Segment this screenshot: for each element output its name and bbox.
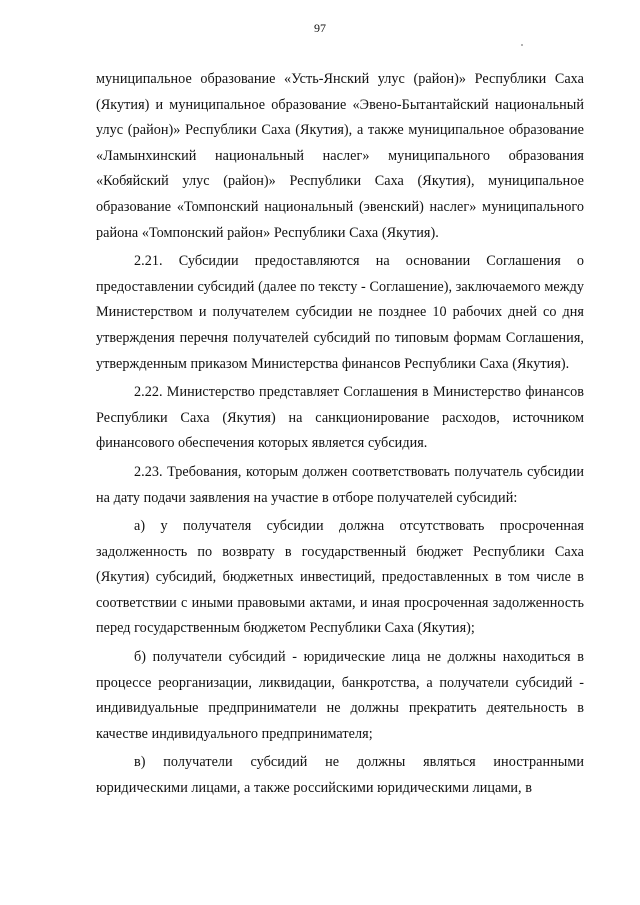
document-body [96,67,584,802]
paragraph-2-22: 2.22. Министерство представляет Соглашения в Министерство финансов Республики Саха (Якутия) на санкционирование расходов, источником финансового обеспечения которых является субсидия. [96,384,584,452]
paragraph-municipal-list: муниципальное образование «Усть-Янский улус (район)» Республики Саха (Якутия) и муниципальное образование «Эвено-Бытантайский национальный улус (район)» Республики Саха (Якутия), а также муниципальное образование «Ламынхинский национальный наслег» муниципального образования «Кобяйский улус (район)» Республики Саха (Якутия), муниципальное образование «Томпонский национальный (эвенский) наслег» муниципального района «Томпонский район» Республики Саха (Якутия). [96,71,584,241]
scan-speck [521,44,523,46]
paragraph-2-23: 2.23. Требования, которым должен соответствовать получатель субсидии на дату подачи заявления на участие в отборе получателей субсидий: [96,463,584,506]
paragraph-item-v: в) получатели субсидий не должны являться иностранными юридическими лицами, а также российскими юридическими лицами, в [96,754,584,797]
paragraph-item-b: б) получатели субсидий - юридические лица не должны находиться в процессе реорганизации, ликвидации, банкротства, а получатели субсидий - индивидуальные предприниматели не должны прекратить деятельность в качестве индивидуального предпринимателя; [96,649,584,742]
paragraph-item-a: а) у получателя субсидии должна отсутствовать просроченная задолженность по возврату в государственный бюджет Республики Саха (Якутия) субсидий, бюджетных инвестиций, предоставленных в том числе в соответствии с иными правовыми актами, и иная просроченная задолженность перед государственным бюджетом Республики Саха (Якутия); [96,518,584,637]
paragraph-2-21: 2.21. Субсидии предоставляются на основании Соглашения о предоставлении субсидий (далее по тексту - Соглашение), заключаемого между Министерством и получателем субсидии не позднее 10 рабочих дней со дня утверждения перечня получателей субсидий по типовым формам Соглашения, утвержденным приказом Министерства финансов Республики Саха (Якутия). [96,253,584,372]
page-number: 97 [314,21,326,35]
